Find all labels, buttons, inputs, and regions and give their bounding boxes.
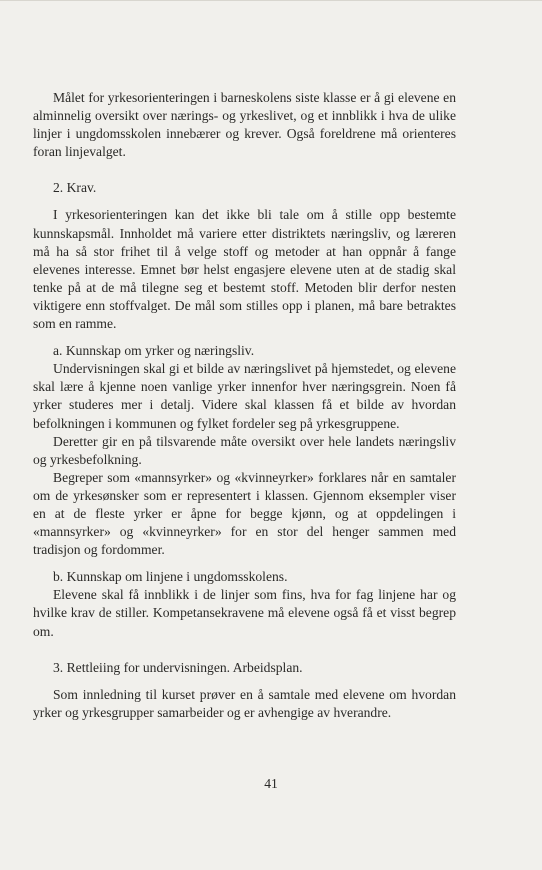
subheading-a: a. Kunnskap om yrker og næringsliv. — [53, 343, 255, 359]
section-3-paragraph-1: Som innledning til kurset prøver en å samtale med elevene om hvordan yrker og yrkesgrupper samarbeider og er avhengige av hverandre. — [33, 686, 456, 720]
intro-paragraph: Målet for yrkesorienteringen i barneskolens siste klasse er å gi elevene en alminnelig oversikt over nærings- og yrkeslivet, og et innblikk i hva de ulike linjer i ungdomsskolen innebærer og krever. Også foreldrene må orienteres foran linjevalget. — [33, 90, 456, 160]
section-heading-3: 3. Rettleiing for undervisningen. Arbeidsplan. — [53, 659, 303, 675]
a-paragraph-1: Undervisningen skal gi et bilde av næringslivet på hjemstedet, og elevene skal lære å kjenne noen vanlige yrker innenfor hver næringsgrein. Noen få yrker studeres mer i detalj. Videre skal klassen få et bilde av hvordan befolkningen i kommunen og fylket fordeler seg på yrkesgruppene. — [33, 361, 456, 431]
a-paragraph-3: Begreper som «mannsyrker» og «kvinneyrker» forklares når en samtaler om de yrkesønsker som er representert i klassen. Gjennom eksempler viser en at de fleste yrker er åpne for begge kjønn, og at oppdelingen i «mannsyrker» og «kvinneyrker» for en stor del henger sammen med tradisjon og fordommer. — [33, 469, 456, 558]
subheading-b: b. Kunnskap om linjene i ungdomsskolens. — [53, 569, 288, 585]
a-paragraph-2: Deretter gir en på tilsvarende måte oversikt over hele landets næringsliv og yrkesbefolkning. — [33, 433, 456, 467]
page-number: 41 — [264, 776, 278, 791]
b-paragraph-1: Elevene skal få innblikk i de linjer som fins, hva for fag linjene har og hvilke krav de stiller. Kompetansekravene må elevene også få et visst begrep om. — [33, 587, 456, 639]
section-heading-2: 2. Krav. — [53, 180, 97, 196]
krav-paragraph: I yrkesorienteringen kan det ikke bli tale om å stille opp bestemte kunnskapsmål. Innholdet må variere etter distriktets næringsliv, og læreren må ha så stor frihet til å velge stoff og metoder at han oppnår å fange elevenes interesse. Emnet bør helst engasjere elevene uten at de stadig skal tenke på at de må tilegne seg et bestemt stoff. Metoden blir derfor nesten viktigere enn stoffvalget. De mål som stilles opp i planen, må bare betraktes som en ramme. — [33, 207, 456, 332]
body-text — [33, 89, 456, 722]
